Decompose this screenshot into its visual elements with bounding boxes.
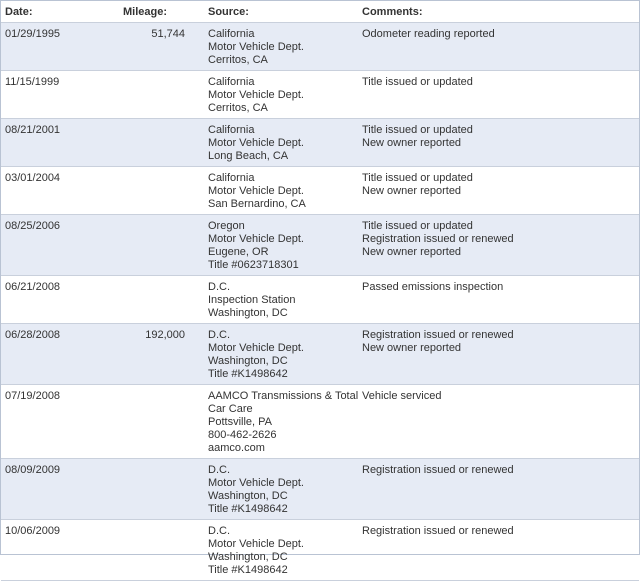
source-line: D.C. <box>208 525 230 537</box>
table-row <box>1 520 639 581</box>
source-line: Title #K1498642 <box>208 503 288 515</box>
source-line: Eugene, OR <box>208 246 269 258</box>
date-cell: 06/21/2008 <box>1 276 91 324</box>
comment-line: Title issued or updated <box>362 124 473 136</box>
mileage-cell <box>91 459 195 520</box>
source-cell <box>195 276 360 324</box>
source-cell <box>195 23 360 71</box>
source-line: Motor Vehicle Dept. <box>208 41 304 53</box>
date-column-header: Date: <box>1 1 91 23</box>
mileage-cell <box>91 385 195 459</box>
table-row <box>1 276 639 324</box>
source-line: Washington, DC <box>208 307 288 319</box>
date-cell: 11/15/1999 <box>1 71 91 119</box>
history-rows <box>1 23 639 581</box>
comments-cell <box>360 71 639 119</box>
source-line: California <box>208 76 255 88</box>
comment-line: New owner reported <box>362 246 462 258</box>
mileage-column-header: Mileage: <box>91 1 195 23</box>
comment-line: Registration issued or renewed <box>362 329 514 341</box>
comment-line: Title issued or updated <box>362 172 473 184</box>
comments-cell <box>360 119 639 167</box>
source-line: Oregon <box>208 220 245 232</box>
source-line: D.C. <box>208 329 230 341</box>
mileage-cell <box>91 215 195 276</box>
comments-cell <box>360 23 639 71</box>
source-cell <box>195 385 360 459</box>
mileage-cell <box>91 119 195 167</box>
comment-line: New owner reported <box>362 137 462 149</box>
comment-line: New owner reported <box>362 185 462 197</box>
source-line: Pottsville, PA <box>208 416 272 428</box>
date-cell: 10/06/2009 <box>1 520 91 581</box>
source-cell <box>195 119 360 167</box>
date-cell: 03/01/2004 <box>1 167 91 215</box>
date-cell: 08/21/2001 <box>1 119 91 167</box>
source-line: Motor Vehicle Dept. <box>208 89 304 101</box>
date-cell: 08/25/2006 <box>1 215 91 276</box>
date-cell: 06/28/2008 <box>1 324 91 385</box>
mileage-cell <box>91 276 195 324</box>
source-cell <box>195 167 360 215</box>
source-cell <box>195 215 360 276</box>
comment-line: Passed emissions inspection <box>362 281 504 293</box>
table-row <box>1 324 639 385</box>
mileage-cell: 51,744 <box>91 23 195 71</box>
source-cell <box>195 459 360 520</box>
mileage-cell <box>91 167 195 215</box>
comment-line: Registration issued or renewed <box>362 233 514 245</box>
source-column-header: Source: <box>195 1 360 23</box>
mileage-cell: 192,000 <box>91 324 195 385</box>
source-line: Cerritos, CA <box>208 102 268 114</box>
source-line: Inspection Station <box>208 294 296 306</box>
source-line: Motor Vehicle Dept. <box>208 185 304 197</box>
source-line: Cerritos, CA <box>208 54 268 66</box>
source-line: California <box>208 124 255 136</box>
comment-line: Title issued or updated <box>362 76 473 88</box>
source-line: Motor Vehicle Dept. <box>208 538 304 550</box>
comments-cell <box>360 459 639 520</box>
comments-column-header: Comments: <box>360 1 639 23</box>
comment-line: New owner reported <box>362 342 462 354</box>
comment-line: Registration issued or renewed <box>362 525 514 537</box>
comments-cell <box>360 276 639 324</box>
header-row <box>1 1 639 23</box>
source-line: aamco.com <box>208 442 265 454</box>
source-line: D.C. <box>208 464 230 476</box>
source-line: California <box>208 28 255 40</box>
date-cell: 08/09/2009 <box>1 459 91 520</box>
source-line: D.C. <box>208 281 230 293</box>
source-line: Motor Vehicle Dept. <box>208 477 304 489</box>
mileage-cell <box>91 71 195 119</box>
source-line: San Bernardino, CA <box>208 198 306 210</box>
source-line: Washington, DC <box>208 551 288 563</box>
source-line: Motor Vehicle Dept. <box>208 137 304 149</box>
history-table <box>1 1 639 581</box>
comment-line: Odometer reading reported <box>362 28 495 40</box>
table-row <box>1 167 639 215</box>
table-row <box>1 119 639 167</box>
source-line: Washington, DC <box>208 355 288 367</box>
comments-cell <box>360 520 639 581</box>
source-cell <box>195 324 360 385</box>
table-row <box>1 71 639 119</box>
comments-cell <box>360 167 639 215</box>
source-line: Title #K1498642 <box>208 368 288 380</box>
comments-cell <box>360 215 639 276</box>
date-cell: 07/19/2008 <box>1 385 91 459</box>
table-row <box>1 385 639 459</box>
date-cell: 01/29/1995 <box>1 23 91 71</box>
table-row <box>1 215 639 276</box>
source-cell <box>195 520 360 581</box>
source-line: California <box>208 172 255 184</box>
source-line: Motor Vehicle Dept. <box>208 233 304 245</box>
comment-line: Registration issued or renewed <box>362 464 514 476</box>
source-line: 800-462-2626 <box>208 429 277 441</box>
table-row <box>1 459 639 520</box>
source-line: Title #0623718301 <box>208 259 299 271</box>
mileage-cell <box>91 520 195 581</box>
source-line: AAMCO Transmissions & Total Car Care <box>208 390 359 415</box>
comments-cell <box>360 385 639 459</box>
source-line: Motor Vehicle Dept. <box>208 342 304 354</box>
source-line: Title #K1498642 <box>208 564 288 576</box>
comments-cell <box>360 324 639 385</box>
table-row <box>1 23 639 71</box>
source-line: Washington, DC <box>208 490 288 502</box>
source-cell <box>195 71 360 119</box>
source-line: Long Beach, CA <box>208 150 289 162</box>
comment-line: Vehicle serviced <box>362 390 442 402</box>
comment-line: Title issued or updated <box>362 220 473 232</box>
